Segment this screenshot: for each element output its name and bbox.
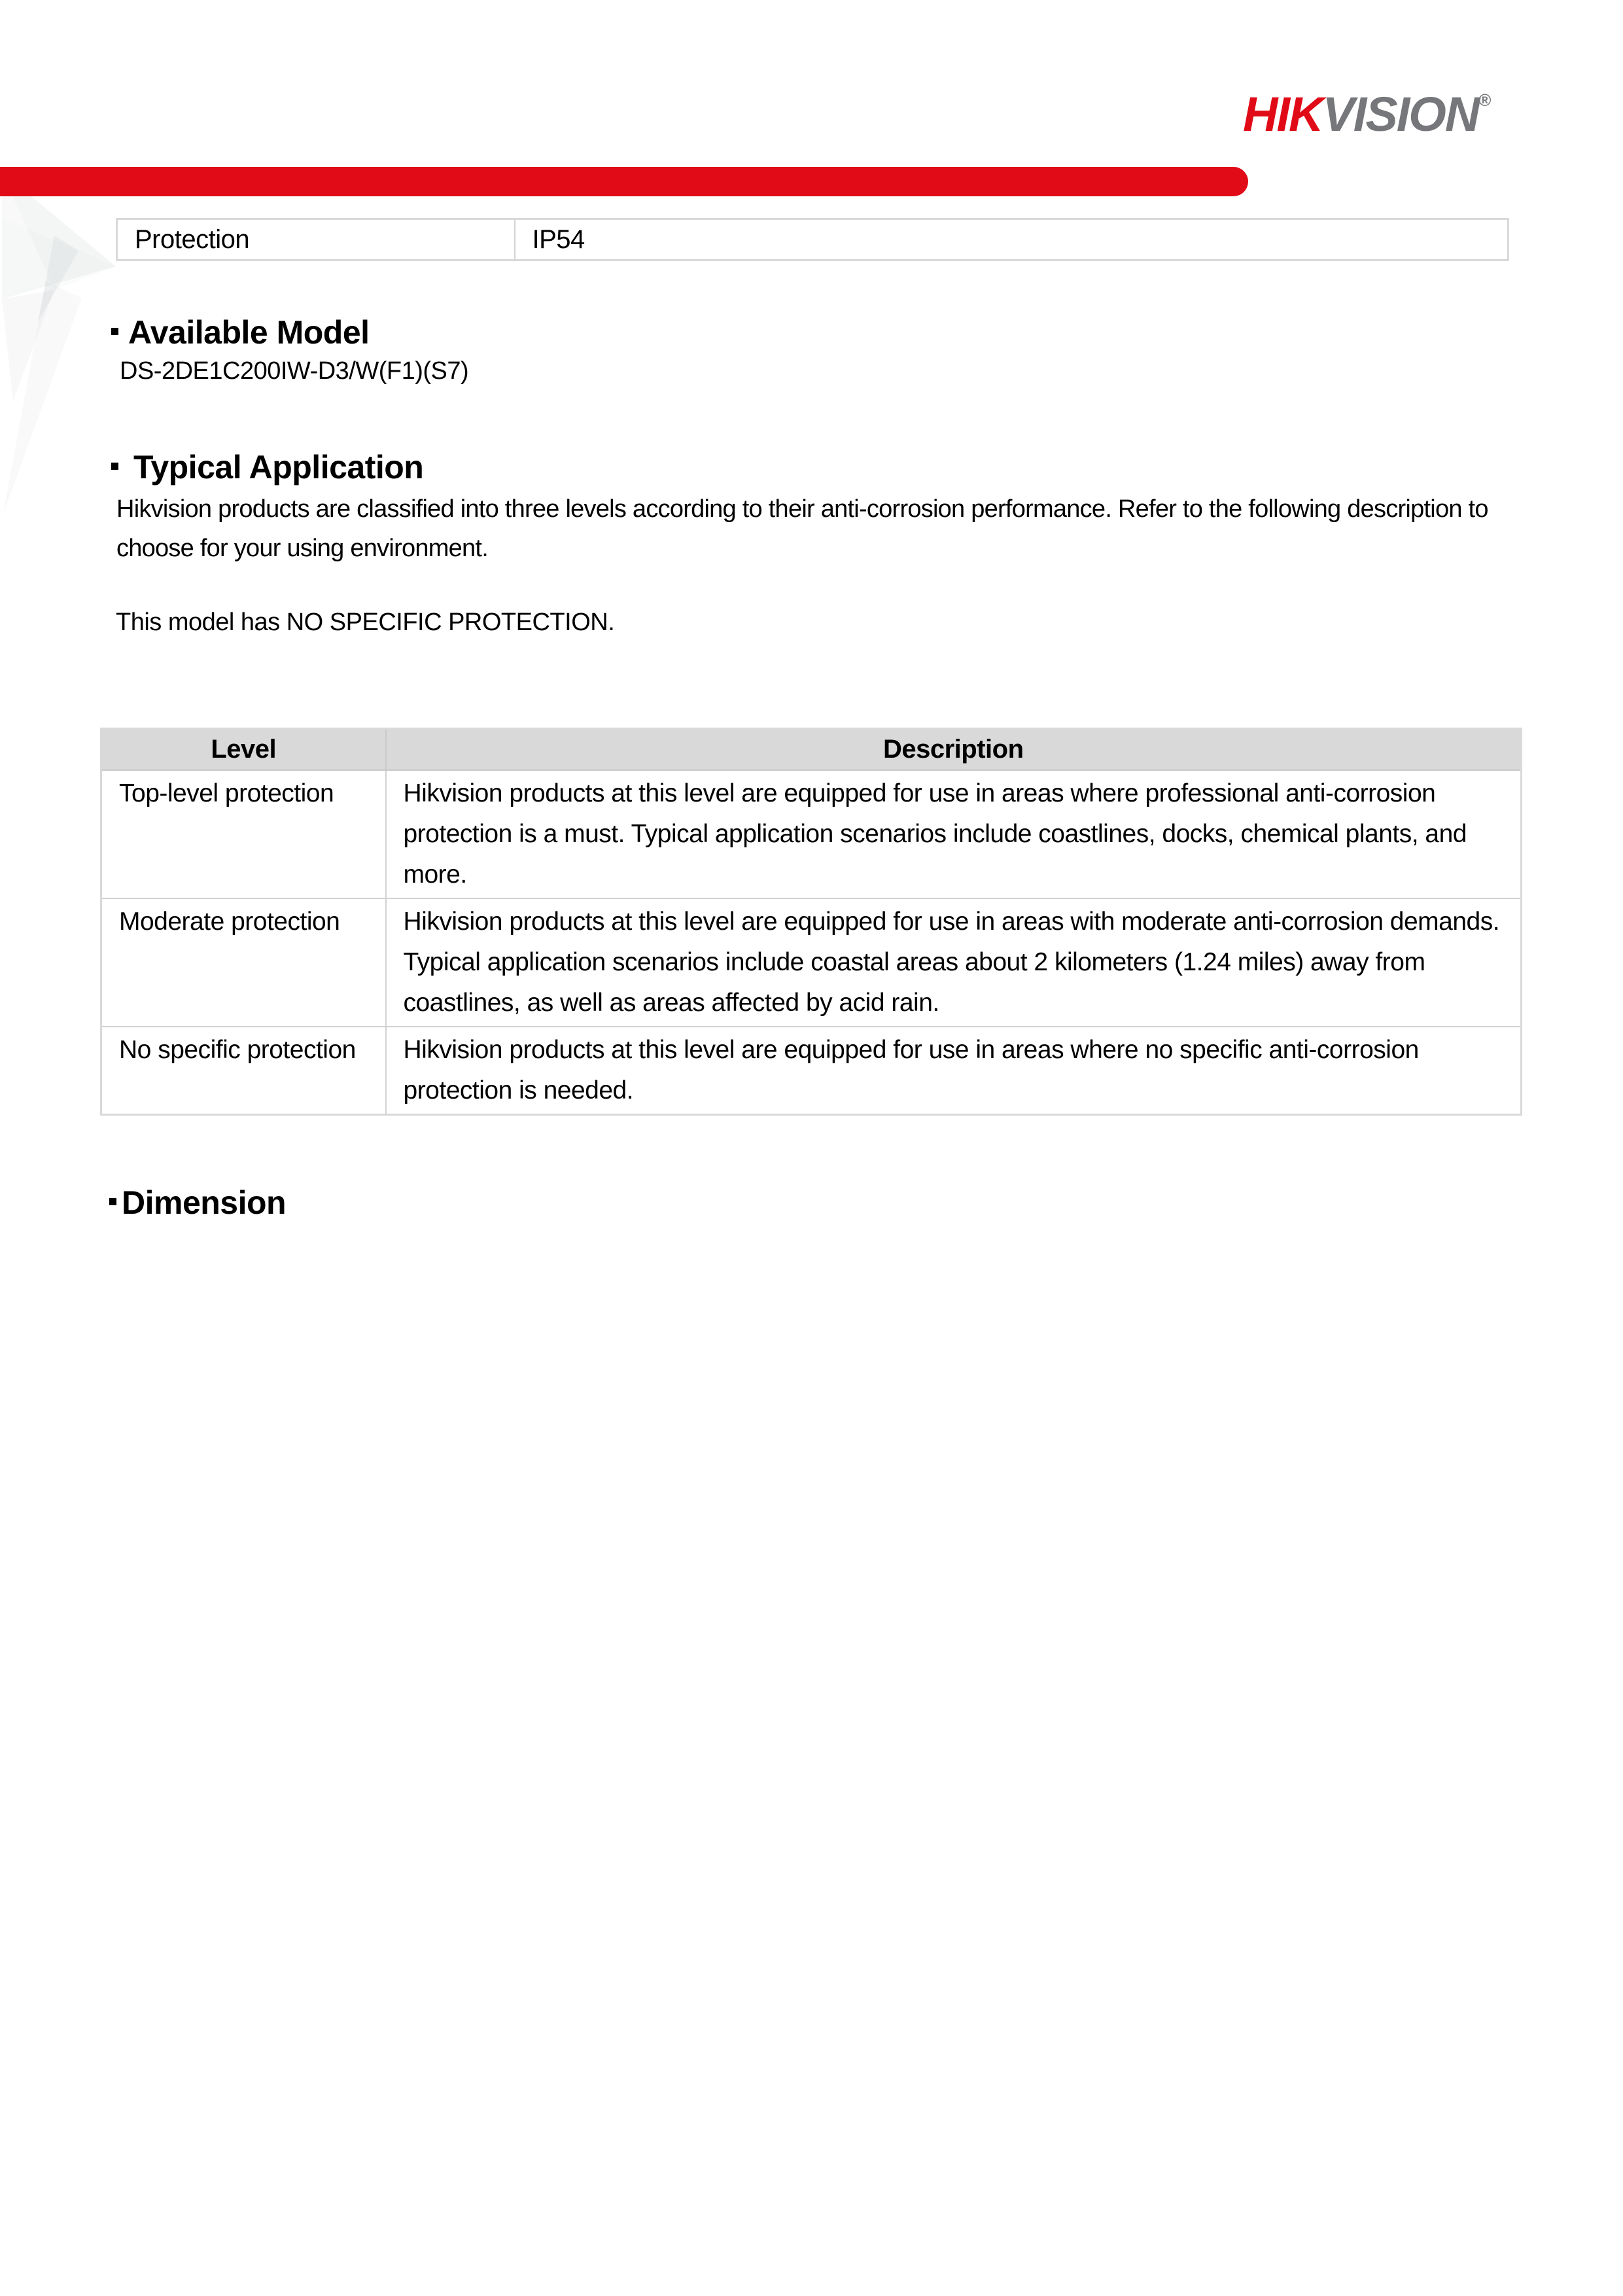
square-bullet-icon [111,328,118,335]
typical-application-intro: Hikvision products are classified into three levels according to their anti-corrosion performance. Refer to the following description to choose for your using environment. [116,495,1488,562]
square-bullet-icon [111,463,118,470]
dimension-title: Dimension [122,1184,287,1221]
red-divider-bar [0,167,1248,196]
registered-trademark-icon: ® [1478,90,1492,110]
level-cell: Moderate protection [101,898,386,1027]
description-cell: Hikvision products at this level are equipped for use in areas with moderate anti-corrosion demands. Typical application scenarios include coastal areas about 2 kilometers (1.24 miles) away from coastlines, as well as areas affected by acid rain. [386,898,1522,1027]
description-cell: Hikvision products at this level are equipped for use in areas where no specific anti-corrosion protection is needed. [386,1027,1522,1115]
available-model-heading [111,315,370,349]
hikvision-logo [1243,76,1491,139]
level-cell: Top-level protection [101,770,386,898]
table-row [101,1027,1522,1115]
table-row [101,898,1522,1027]
description-cell: Hikvision products at this level are equipped for use in areas where professional anti-corrosion protection is a must. Typical application scenarios include coastlines, docks, chemical plants, and more. [386,770,1522,898]
table-row [101,770,1522,898]
square-bullet-icon [109,1198,116,1205]
spec-value-cell: IP54 [515,219,1509,260]
available-model-title: Available Model [128,314,370,351]
description-column-header: Description [386,729,1522,770]
dimension-heading [109,1186,286,1220]
typical-application-heading [111,450,423,484]
logo-hik-text: HIK [1243,87,1323,141]
level-column-header: Level [101,729,386,770]
table-row [117,219,1509,260]
logo-vision-text: VISION [1322,87,1479,141]
spec-table [116,218,1509,261]
typical-application-title: Typical Application [133,449,424,486]
protection-level-table [100,728,1522,1116]
level-cell: No specific protection [101,1027,386,1115]
hikvision-star-watermark [0,167,124,517]
spec-label-cell: Protection [117,219,515,260]
table-header-row [101,729,1522,770]
protection-note: This model has NO SPECIFIC PROTECTION. [116,609,615,636]
model-number: DS-2DE1C200IW-D3/W(F1)(S7) [120,357,469,385]
